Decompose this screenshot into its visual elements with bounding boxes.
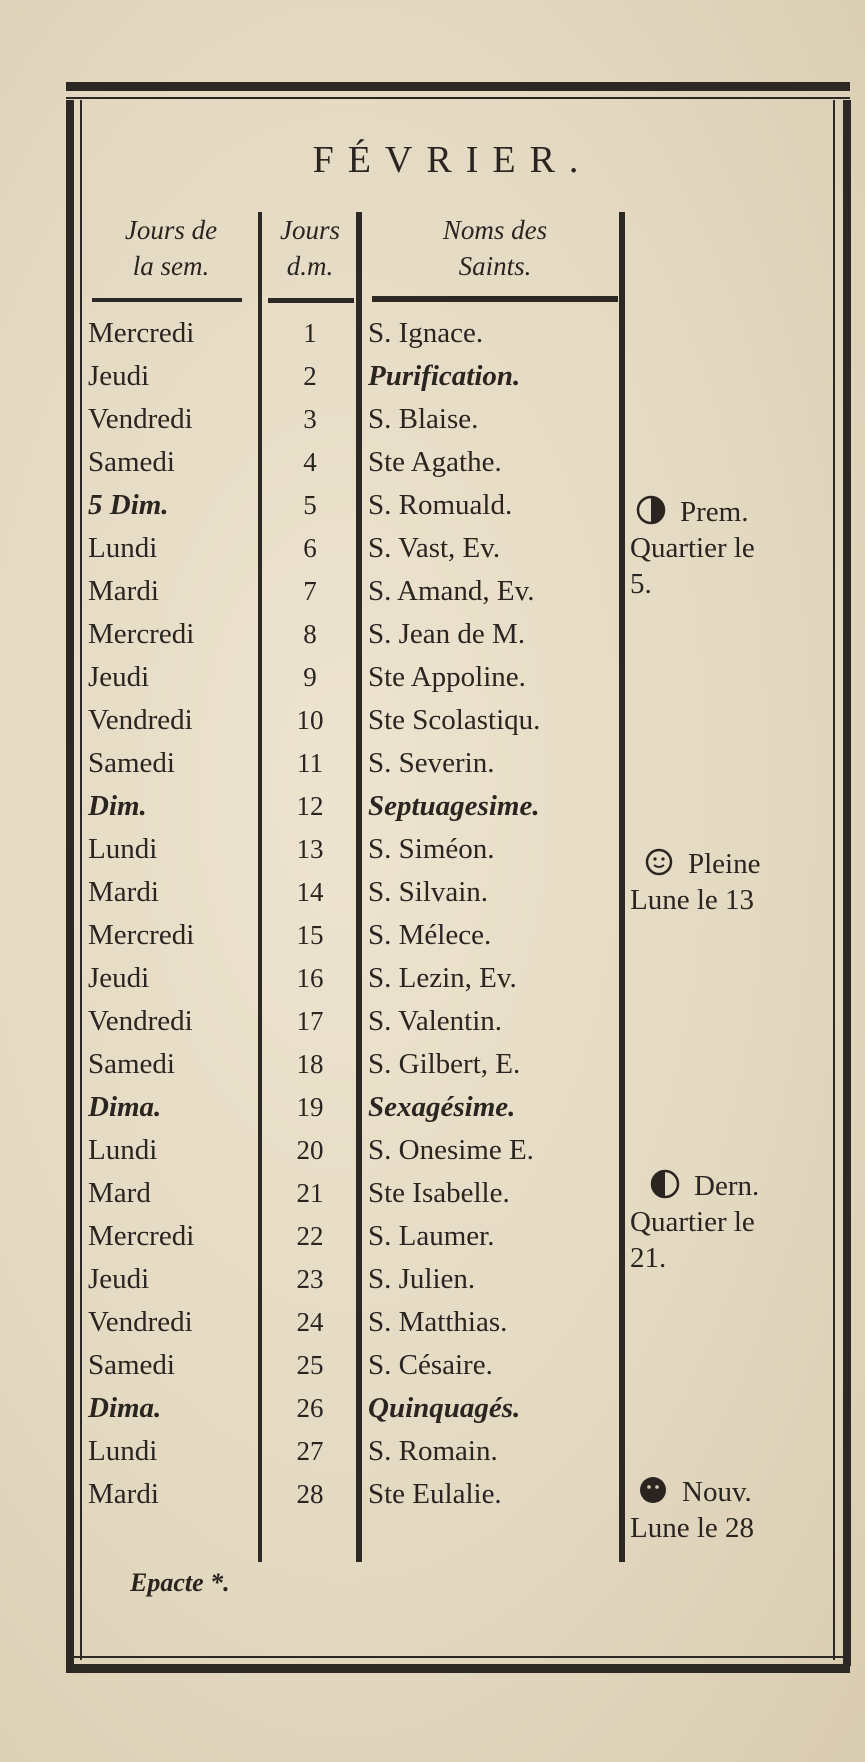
saint-name-cell: S. Romain. [368,1435,498,1467]
weekday-cell: Samedi [88,1048,175,1080]
weekday-cell: Mardi [88,876,159,908]
weekday-cell: Vendredi [88,403,193,435]
day-number-cell: 5 [303,490,317,520]
weekday-cell: Mardi [88,575,159,607]
weekday-cell: Vendredi [88,704,193,736]
weekday-cell: 5 Dim. [88,489,169,521]
day-number-cell: 7 [303,576,317,606]
weekday-cell: Vendredi [88,1005,193,1037]
weekday-cell: Mardi [88,1478,159,1510]
header-saints [372,212,618,284]
calendar-row [0,699,865,742]
day-number-cell: 2 [303,361,317,391]
calendar-row [0,355,865,398]
weekday-cell: Dim. [88,790,147,822]
weekday-cell: Lundi [88,833,158,865]
weekday-cell: Samedi [88,1349,175,1381]
day-number-cell: 1 [303,318,317,348]
weekday-cell: Jeudi [88,962,150,994]
month-title: FÉVRIER. [312,139,593,181]
day-number-cell: 19 [296,1092,324,1122]
calendar-row [0,1301,865,1344]
weekday-cell: Dima. [88,1091,162,1123]
header-num-line2: d.m. [286,251,334,281]
day-number-cell: 21 [296,1178,324,1208]
calendar-row [0,398,865,441]
calendar-row [0,1387,865,1430]
weekday-cell: Samedi [88,446,175,478]
weekday-cell: Dima. [88,1392,162,1424]
frame-bottom-rule-thin [66,1656,850,1658]
day-number-cell: 17 [296,1006,324,1036]
saint-name-cell: S. Severin. [368,747,495,779]
moon-full-line2: Lune le 13 [630,884,755,916]
moon-new-line1: Nouv. [682,1476,752,1508]
header-num-line1: Jours [280,215,340,245]
saint-name-cell: S. Ignace. [368,317,484,349]
saint-name-cell: S. Julien. [368,1263,476,1295]
day-number-cell: 18 [296,1049,324,1079]
weekday-cell: Jeudi [88,661,150,693]
day-number-cell: 13 [296,834,324,864]
header-days-line2: la sem. [132,251,210,281]
saint-name-cell: S. Matthias. [368,1306,508,1338]
day-number-cell: 8 [303,619,317,649]
weekday-cell: Jeudi [88,1263,150,1295]
weekday-cell: Vendredi [88,1306,193,1338]
moon-last-quarter [630,1168,830,1276]
day-number-cell: 4 [303,447,317,477]
saint-name-cell: Sexagésime. [368,1091,516,1123]
moon-first-quarter [630,494,830,602]
saint-name-cell: S. Amand, Ev. [368,575,535,607]
calendar-row [0,1430,865,1473]
saint-name-cell: S. Siméon. [368,833,495,865]
frame-bottom-rule [66,1664,850,1673]
saint-name-cell: S. Mélece. [368,919,492,951]
full-moon-icon [644,847,674,877]
day-number-cell: 28 [296,1479,324,1509]
moon-last-line1: Dern. [694,1170,760,1202]
day-number-cell: 14 [296,877,324,907]
epacte-note: Epacte *. [130,1568,230,1597]
day-number-cell: 23 [296,1264,324,1294]
header-num [262,212,358,284]
day-number-cell: 22 [296,1221,324,1251]
saint-name-cell: S. Romuald. [368,489,513,521]
calendar-row [0,656,865,699]
new-moon-icon [638,1475,668,1505]
calendar-row [0,1344,865,1387]
weekday-cell: Lundi [88,1435,158,1467]
calendar-row [0,785,865,828]
weekday-cell: Mercredi [88,618,195,650]
header-days [86,212,256,284]
saint-name-cell: Septuagesime. [368,790,540,822]
header-rule-days [92,298,242,302]
day-number-cell: 12 [296,791,324,821]
saint-name-cell: Ste Isabelle. [368,1177,510,1209]
day-number-cell: 15 [296,920,324,950]
calendar-row [0,613,865,656]
moon-first-line1: Prem. [680,496,749,528]
moon-full-line1: Pleine [688,848,761,880]
saint-name-cell: Ste Appoline. [368,661,526,693]
saint-name-cell: S. Jean de M. [368,618,526,650]
day-number-cell: 25 [296,1350,324,1380]
last-quarter-moon-icon [650,1169,680,1199]
moon-new [630,1474,830,1546]
moon-new-line2: Lune le 28 [630,1512,755,1544]
day-number-cell: 11 [297,748,323,778]
calendar-row [0,1129,865,1172]
calendar-row [0,742,865,785]
moon-last-line2: Quartier le [630,1206,755,1238]
day-number-cell: 20 [296,1135,324,1165]
saint-name-cell: Quinquagés. [368,1392,521,1424]
saint-name-cell: S. Onesime E. [368,1134,534,1166]
weekday-cell: Mercredi [88,919,195,951]
calendar-row [0,312,865,355]
weekday-cell: Mard [88,1177,151,1209]
moon-full [630,846,830,918]
saint-name-cell: Ste Eulalie. [368,1478,502,1510]
day-number-cell: 10 [296,705,324,735]
calendar-row [0,957,865,1000]
frame-top-rule-thin [66,97,850,99]
saint-name-cell: S. Laumer. [368,1220,495,1252]
saint-name-cell: S. Gilbert, E. [368,1048,521,1080]
saint-name-cell: S. Lezin, Ev. [368,962,517,994]
header-rule-num [268,298,354,303]
day-number-cell: 26 [296,1393,324,1423]
header-rule-saints [372,296,618,302]
calendar-row [0,1043,865,1086]
calendar-row [0,1000,865,1043]
saint-name-cell: S. Valentin. [368,1005,502,1037]
day-number-cell: 3 [303,404,317,434]
saint-name-cell: S. Césaire. [368,1349,493,1381]
weekday-cell: Mercredi [88,1220,195,1252]
header-saints-line2: Saints. [458,251,532,281]
day-number-cell: 24 [296,1307,324,1337]
day-number-cell: 16 [296,963,324,993]
frame-top-rule [66,82,850,91]
calendar-row [0,914,865,957]
weekday-cell: Lundi [88,532,158,564]
weekday-cell: Lundi [88,1134,158,1166]
weekday-cell: Samedi [88,747,175,779]
day-number-cell: 27 [296,1436,324,1466]
moon-first-line2: Quartier le [630,532,755,564]
moon-last-line3: 21. [630,1242,667,1274]
header-saints-line1: Noms des [442,215,548,245]
moon-first-line3: 5. [630,568,652,600]
saint-name-cell: S. Blaise. [368,403,479,435]
saint-name-cell: S. Silvain. [368,876,489,908]
saint-name-cell: Ste Scolastiqu. [368,704,541,736]
calendar-row [0,441,865,484]
day-number-cell: 9 [303,662,317,692]
day-number-cell: 6 [303,533,317,563]
weekday-cell: Jeudi [88,360,150,392]
first-quarter-moon-icon [636,495,666,525]
saint-name-cell: Ste Agathe. [368,446,502,478]
saint-name-cell: S. Vast, Ev. [368,532,501,564]
weekday-cell: Mercredi [88,317,195,349]
header-days-line1: Jours de [124,215,218,245]
calendar-row [0,1086,865,1129]
saint-name-cell: Purification. [368,360,521,392]
